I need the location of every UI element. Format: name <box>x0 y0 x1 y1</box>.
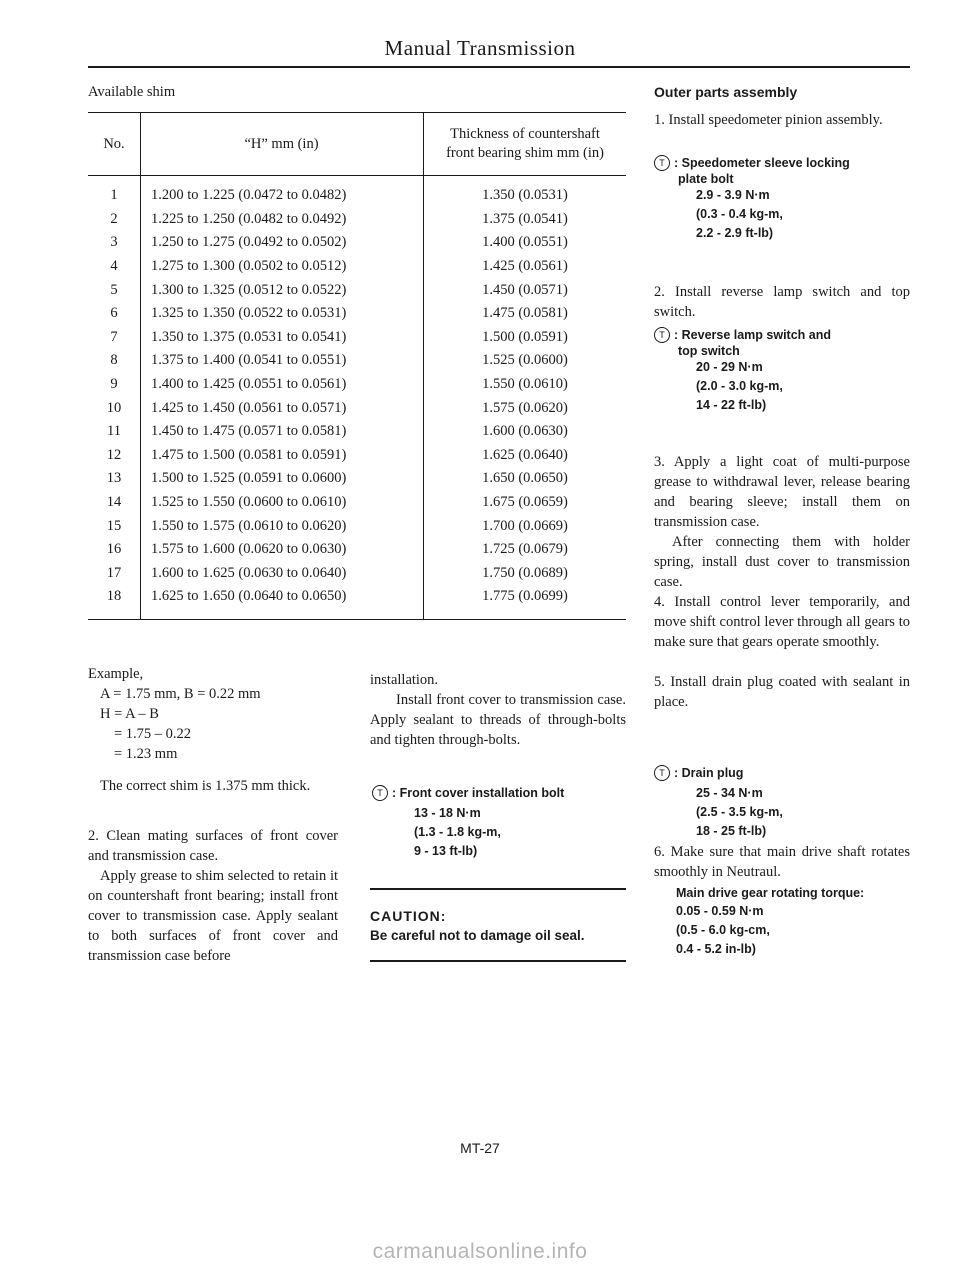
table-row <box>88 467 626 491</box>
cell-no: 17 <box>88 562 141 586</box>
cell-h-range: 1.225 to 1.250 (0.0482 to 0.0492) <box>141 208 424 232</box>
table-row <box>88 231 626 255</box>
cell-thickness: 1.500 (0.0591) <box>482 328 568 345</box>
outer-step-3b: After connecting them with holder spring, install dust cover to transmission case. <box>654 534 910 590</box>
drain-title: : Drain plug <box>674 766 744 780</box>
cell-thickness: 1.400 (0.0551) <box>482 234 568 251</box>
cell-h-range: 1.275 to 1.300 (0.0502 to 0.0512) <box>141 255 424 279</box>
cell-h-range: 1.250 to 1.275 (0.0492 to 0.0502) <box>141 231 424 255</box>
header-h: “H” mm (in) <box>141 113 424 176</box>
cell-h-range: 1.325 to 1.350 (0.0522 to 0.0531) <box>141 302 424 326</box>
speedo-value-3: 2.2 - 2.9 ft-lb) <box>696 226 774 240</box>
correct-shim-text: The correct shim is 1.375 mm thick. <box>100 778 311 794</box>
caution-text: Be careful not to damage oil seal. <box>370 928 585 943</box>
reverse-switch-torque-spec <box>654 326 910 415</box>
outer-step-4: 4. Install control lever temporarily, and move shift control lever through all gears to make sure that gears operate smoothly. <box>654 594 910 650</box>
table-row <box>88 278 626 302</box>
cell-h-range: 1.475 to 1.500 (0.0581 to 0.0591) <box>141 444 424 468</box>
example-label: Example, <box>88 666 144 682</box>
table-row <box>88 373 626 397</box>
cell-thickness: 1.525 (0.0600) <box>482 352 568 369</box>
cell-thickness: 1.575 (0.0620) <box>482 399 568 416</box>
table-header-row <box>88 113 626 176</box>
cell-thickness: 1.700 (0.0669) <box>482 517 568 534</box>
speedo-value-1: 2.9 - 3.9 N·m <box>696 188 770 202</box>
cell-h-range: 1.200 to 1.225 (0.0472 to 0.0482) <box>141 176 424 208</box>
outer-step-1: 1. Install speedometer pinion assembly. <box>654 112 883 128</box>
bolt-torque-spec <box>372 784 628 861</box>
cell-thickness: 1.475 (0.0581) <box>482 305 568 322</box>
bolt-title: : Front cover installation bolt <box>392 786 565 800</box>
table-row <box>88 176 626 208</box>
cell-thickness: 1.725 (0.0679) <box>482 541 568 558</box>
cell-no: 11 <box>88 420 141 444</box>
cell-thickness: 1.600 (0.0630) <box>482 423 568 440</box>
cell-h-range: 1.525 to 1.550 (0.0600 to 0.0610) <box>141 491 424 515</box>
header-thickness <box>424 113 627 176</box>
caution-top-rule <box>370 888 626 890</box>
outer-step-6: 6. Make sure that main drive shaft rotates smoothly in Neutraul. <box>654 844 910 880</box>
gear-value-2: (0.5 - 6.0 kg-cm, <box>676 923 770 937</box>
cell-thickness: 1.350 (0.0531) <box>482 187 568 204</box>
cell-no: 13 <box>88 467 141 491</box>
cell-no: 8 <box>88 349 141 373</box>
example-h: H = A – B <box>100 706 159 722</box>
cell-h-range: 1.575 to 1.600 (0.0620 to 0.0630) <box>141 538 424 562</box>
outer-step-5: 5. Install drain plug coated with sealant in place. <box>654 674 910 710</box>
drain-plug-torque-spec <box>654 764 910 841</box>
outer-step-2: 2. Install reverse lamp switch and top switch. <box>654 284 910 320</box>
table-row <box>88 396 626 420</box>
reverse-title: : Reverse lamp switch and <box>674 328 832 342</box>
drain-value-1: 25 - 34 N·m <box>696 786 763 800</box>
header-no: No. <box>88 113 141 176</box>
gear-title: Main drive gear rotating torque: <box>676 886 865 900</box>
speedo-torque-spec <box>654 154 910 243</box>
page-number: MT-27 <box>460 1140 500 1156</box>
table-row <box>88 491 626 515</box>
torque-wrench-icon: T <box>654 155 670 171</box>
cell-h-range: 1.600 to 1.625 (0.0630 to 0.0640) <box>141 562 424 586</box>
installation-text: installation. <box>370 672 439 688</box>
step-2-text: 2. Clean mating surfaces of front cover and transmission case. <box>88 828 338 864</box>
cell-no: 10 <box>88 396 141 420</box>
cell-no: 12 <box>88 444 141 468</box>
cell-no: 1 <box>88 176 141 208</box>
reverse-value-3: 14 - 22 ft-lb) <box>696 398 767 412</box>
torque-wrench-icon: T <box>654 765 670 781</box>
cell-h-range: 1.450 to 1.475 (0.0571 to 0.0581) <box>141 420 424 444</box>
cell-no: 9 <box>88 373 141 397</box>
reverse-title-2: top switch <box>678 344 740 358</box>
cell-h-range: 1.400 to 1.425 (0.0551 to 0.0561) <box>141 373 424 397</box>
gear-torque-spec <box>676 886 910 959</box>
table-row <box>88 420 626 444</box>
cell-no: 2 <box>88 208 141 232</box>
cell-thickness: 1.425 (0.0561) <box>482 258 568 275</box>
speedo-title-2: plate bolt <box>678 172 734 186</box>
example-calc1: = 1.75 – 0.22 <box>114 726 192 742</box>
cell-no: 15 <box>88 514 141 538</box>
page-header-title: Manual Transmission <box>384 36 576 60</box>
cell-h-range: 1.350 to 1.375 (0.0531 to 0.0541) <box>141 326 424 350</box>
shim-table <box>88 112 626 620</box>
gear-value-3: 0.4 - 5.2 in-lb) <box>676 942 756 956</box>
cell-thickness: 1.750 (0.0689) <box>482 564 568 581</box>
example-calc2: = 1.23 mm <box>114 746 178 762</box>
cell-no: 6 <box>88 302 141 326</box>
cell-no: 7 <box>88 326 141 350</box>
table-row <box>88 562 626 586</box>
cell-no: 18 <box>88 585 141 619</box>
cell-thickness: 1.550 (0.0610) <box>482 376 568 393</box>
cell-no: 5 <box>88 278 141 302</box>
torque-wrench-icon: T <box>372 785 388 801</box>
table-row <box>88 585 626 619</box>
cell-no: 4 <box>88 255 141 279</box>
bolt-value-3: 9 - 13 ft-lb) <box>414 844 478 858</box>
cell-no: 16 <box>88 538 141 562</box>
table-row <box>88 514 626 538</box>
caution-title: CAUTION: <box>370 908 447 924</box>
table-row <box>88 538 626 562</box>
table-row <box>88 302 626 326</box>
table-row <box>88 349 626 373</box>
cell-thickness: 1.650 (0.0650) <box>482 470 568 487</box>
table-caption: Available shim <box>88 84 176 100</box>
header-thickness-line1: Thickness of countershaft <box>450 126 600 142</box>
cell-thickness: 1.375 (0.0541) <box>482 210 568 227</box>
outer-step-3: 3. Apply a light coat of multi-purpose grease to withdrawal lever, release bearing and bearing sleeve; install them on transmission case. <box>654 454 910 530</box>
cell-thickness: 1.625 (0.0640) <box>482 446 568 463</box>
table-row <box>88 326 626 350</box>
cell-thickness: 1.450 (0.0571) <box>482 281 568 298</box>
reverse-value-2: (2.0 - 3.0 kg-m, <box>696 379 783 393</box>
bolt-value-2: (1.3 - 1.8 kg-m, <box>414 825 501 839</box>
header-rule <box>88 66 910 68</box>
site-watermark: carmanualsonline.info <box>372 1240 588 1263</box>
header-thickness-line2: front bearing shim mm (in) <box>446 145 604 161</box>
caution-bottom-rule <box>370 960 626 962</box>
reverse-value-1: 20 - 29 N·m <box>696 360 763 374</box>
cell-h-range: 1.625 to 1.650 (0.0640 to 0.0650) <box>141 585 424 619</box>
cell-h-range: 1.500 to 1.525 (0.0591 to 0.0600) <box>141 467 424 491</box>
table-row <box>88 255 626 279</box>
speedo-value-2: (0.3 - 0.4 kg-m, <box>696 207 783 221</box>
cell-thickness: 1.675 (0.0659) <box>482 494 568 511</box>
example-ab: A = 1.75 mm, B = 0.22 mm <box>100 686 261 702</box>
drain-value-2: (2.5 - 3.5 kg-m, <box>696 805 783 819</box>
table-row <box>88 208 626 232</box>
cell-no: 14 <box>88 491 141 515</box>
cell-no: 3 <box>88 231 141 255</box>
cell-h-range: 1.300 to 1.325 (0.0512 to 0.0522) <box>141 278 424 302</box>
grease-paragraph: Apply grease to shim selected to retain it on countershaft front bearing; install front cover to transmission case. Apply sealant to both surfaces of front cover and transmission case before <box>88 868 338 964</box>
drain-value-3: 18 - 25 ft-lb) <box>696 824 767 838</box>
section-title: Outer parts assembly <box>654 84 798 100</box>
gear-value-1: 0.05 - 0.59 N·m <box>676 904 764 918</box>
cell-h-range: 1.425 to 1.450 (0.0561 to 0.0571) <box>141 396 424 420</box>
cell-h-range: 1.375 to 1.400 (0.0541 to 0.0551) <box>141 349 424 373</box>
cell-h-range: 1.550 to 1.575 (0.0610 to 0.0620) <box>141 514 424 538</box>
cell-thickness: 1.775 (0.0699) <box>424 585 627 619</box>
speedo-title: : Speedometer sleeve locking <box>674 156 850 170</box>
table-row <box>88 444 626 468</box>
torque-wrench-icon: T <box>654 327 670 343</box>
install-cover-paragraph: Install front cover to transmission case. Apply sealant to threads of through-bolts and tighten through-bolts. <box>370 692 626 748</box>
bolt-value-1: 13 - 18 N·m <box>414 806 481 820</box>
